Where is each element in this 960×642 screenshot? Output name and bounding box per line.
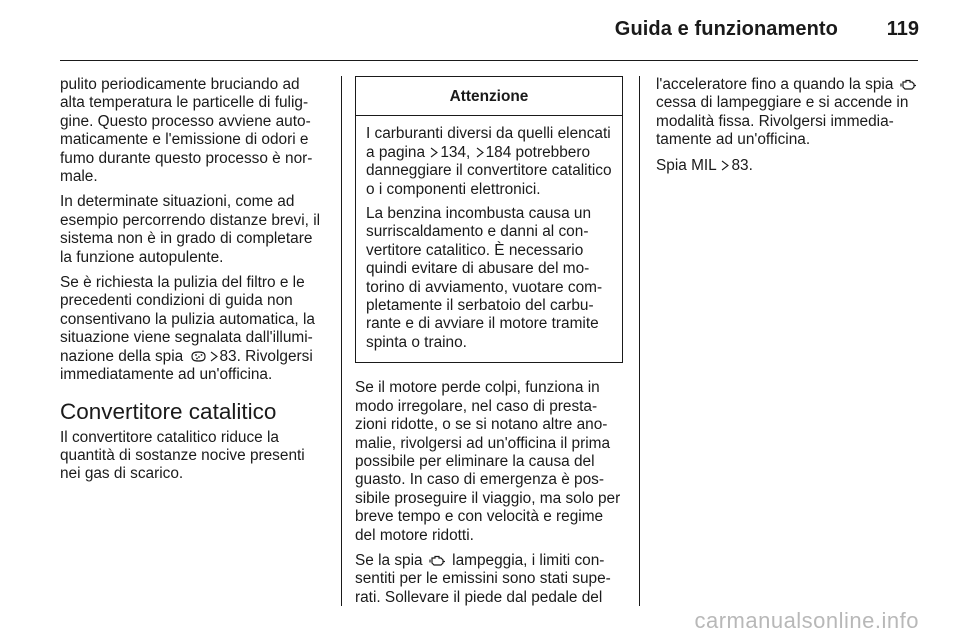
- triangle-arrow-icon: [430, 147, 438, 158]
- triangle-arrow-icon: [210, 351, 218, 362]
- text-span: cessa di lampeggiare e si accende in modalità fissa. Rivolgersi immediatamente ad un'officina.: [656, 94, 909, 149]
- paragraph: In determinate situazioni, come ad esempio percorrendo distanze brevi, il sistema non è in grado di completare la funzione autopulente.: [60, 193, 321, 266]
- paragraph: Se il motore perde colpi, funziona in modo irregolare, nel caso di prestazioni ridotte, o se si notano altre anomalie, rivolgersi ad un'officina il prima possibile per eliminare la causa del guasto. In caso di emergenza è possibile proseguire il viaggio, ma solo per breve tempo e con velocità e regime del motore ridotti.: [355, 379, 621, 544]
- warning-title: Attenzione: [356, 77, 622, 116]
- paragraph: La benzina incombusta causa un surriscaldamento e danni al convertitore catalitico. È necessario quindi evitare di abusare del motorino di avviamento, vuotare completamente il serbatoio del carburante e di avviare il motore tramite spinta o traino.: [366, 205, 603, 351]
- header-rule: [60, 60, 918, 61]
- column-3: [656, 76, 924, 182]
- text-span: .: [748, 156, 753, 174]
- watermark: carmanualsonline.info: [694, 608, 919, 633]
- warning-body: [356, 116, 622, 362]
- header-title: Guida e funzionamento: [614, 18, 838, 40]
- column-1: [60, 76, 328, 491]
- page-ref[interactable]: 83: [219, 347, 237, 365]
- triangle-arrow-icon: [476, 147, 484, 158]
- paragraph: [366, 125, 612, 199]
- check-engine-icon: [900, 78, 917, 91]
- paragraph: [656, 157, 924, 175]
- text-span: Se la spia: [355, 551, 423, 569]
- text-span: Se è richiesta la pulizia del filtro e le precedenti condizioni di guida non consentivano la pulizia automatica, la situazione viene segnalata dall'illuminazione della spia: [60, 274, 315, 365]
- diesel-particle-filter-icon: [190, 350, 207, 363]
- paragraph: [355, 552, 623, 607]
- column-divider: [341, 76, 342, 606]
- paragraph: [656, 76, 924, 150]
- text-span: potrebbero danneggiare il convertitore catalitico o i componenti elettronici.: [366, 143, 612, 198]
- column-2: [355, 76, 623, 614]
- triangle-arrow-icon: [721, 160, 729, 171]
- text-span: . Rivolgersi immediatamente ad un'officina.: [60, 347, 313, 384]
- warning-box: [355, 76, 623, 363]
- page-ref[interactable]: 83: [731, 156, 749, 174]
- column-divider: [639, 76, 640, 606]
- paragraph: pulito periodicamente bruciando ad alta temperatura le particelle di fuliggine. Questo processo avviene automaticamente e l'emissione di odori e fumo durante questo processo è normale.: [60, 76, 313, 186]
- page-header: [0, 0, 960, 60]
- page-ref[interactable]: 184: [485, 143, 512, 161]
- text-span: ,: [466, 143, 471, 161]
- page-number: 119: [886, 18, 919, 40]
- text-span: I carburanti diversi da quelli elencati a pagina: [366, 125, 611, 161]
- page-ref[interactable]: 134: [440, 143, 467, 161]
- paragraph: Il convertitore catalitico riduce la quantità di sostanze nocive presenti nei gas di scarico.: [60, 428, 305, 483]
- check-engine-icon: [429, 554, 446, 567]
- paragraph: [60, 274, 328, 384]
- section-heading: Convertitore catalitico: [60, 398, 277, 424]
- text-span: l'acceleratore fino a quando la spia: [656, 76, 894, 93]
- text-span: Spia MIL: [656, 156, 717, 174]
- text-span: lampeggia, i limiti consentiti per le emissini sono stati superati. Sollevare il piede dal pedale del: [355, 551, 611, 606]
